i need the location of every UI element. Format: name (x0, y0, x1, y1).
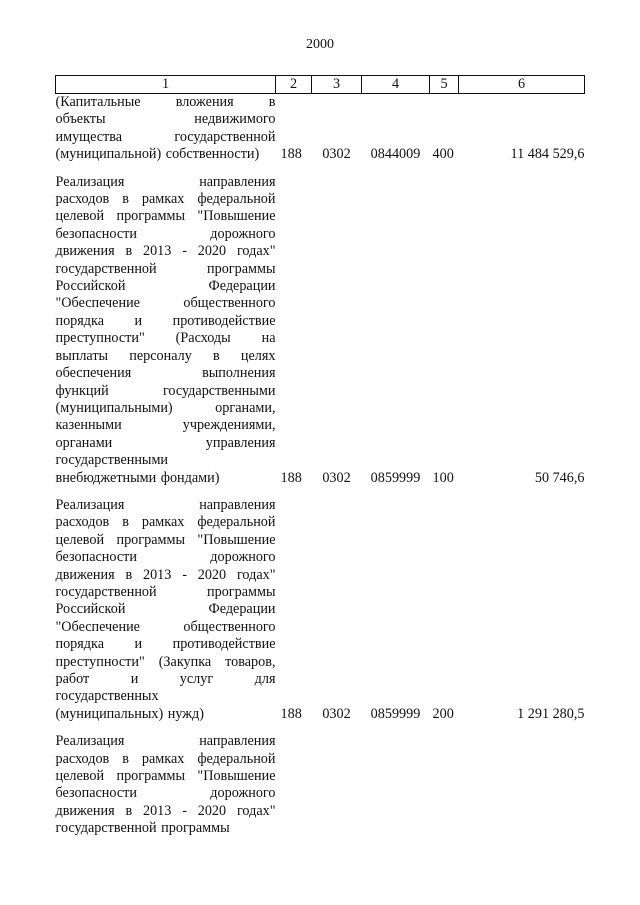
description-cell (56, 94, 276, 164)
description-line: порядка и противодействие (55, 312, 276, 329)
description-line: "Обеспечение общественного (55, 618, 276, 635)
page-number: 2000 (306, 37, 334, 52)
admin-code-cell (276, 733, 312, 837)
description-line: целевой программы "Повышение (55, 768, 276, 785)
description-line: порядка и противодействие (55, 636, 276, 653)
target-article-cell (362, 733, 430, 837)
amount-cell: 1 291 280,5 (517, 705, 585, 722)
description-line: Российской Федерации (55, 601, 276, 618)
description-line: объекты недвижимого (55, 111, 276, 128)
description-line: казенными учреждениями, (55, 417, 276, 434)
admin-code-cell: 188 (280, 705, 302, 722)
description-line: органами управления (55, 434, 276, 451)
row-spacer (56, 164, 585, 174)
description-line: целевой программы "Повышение (55, 531, 276, 548)
description-line: функций государственными (55, 382, 276, 399)
spacer-cell (56, 723, 585, 733)
description-line: преступности" (Расходы на (55, 330, 276, 347)
table-row (56, 733, 585, 837)
description-line: имущества государственной (55, 128, 276, 145)
admin-code-cell: 188 (280, 469, 302, 486)
target-article-cell: 0844009 (370, 146, 421, 163)
description-line: безопасности дорожного (55, 225, 276, 242)
expense-type-cell (430, 733, 459, 837)
section-code-cell: 0302 (322, 469, 351, 486)
description-line: государственными (55, 452, 169, 469)
description-line: Реализация направления (55, 496, 276, 513)
table-row (56, 174, 585, 487)
admin-code-cell: 188 (280, 146, 302, 163)
description-line: государственной программы (55, 583, 276, 600)
description-line: движения в 2013 - 2020 годах" (55, 566, 276, 583)
table-body (56, 94, 585, 838)
spacer-cell (56, 487, 585, 497)
description-line: расходов в рамках федеральной (55, 514, 276, 531)
spacer-cell (56, 164, 585, 174)
amount-cell: 11 484 529,6 (510, 146, 585, 163)
description-line: расходов в рамках федеральной (55, 750, 276, 767)
description-line: (муниципальных) нужд) (55, 705, 204, 722)
section-code-cell: 0302 (322, 705, 351, 722)
description-line: государственных (55, 688, 159, 705)
description-line: "Обеспечение общественного (55, 295, 276, 312)
description-line: Реализация направления (55, 733, 276, 750)
description-line: (муниципальными) органами, (55, 399, 276, 416)
description-line: безопасности дорожного (55, 785, 276, 802)
description-line: Российской Федерации (55, 278, 276, 295)
expense-type-cell: 400 (432, 146, 454, 163)
section-code-cell: 0302 (322, 146, 351, 163)
description-line: безопасности дорожного (55, 549, 276, 566)
expense-type-cell: 100 (432, 469, 454, 486)
description-line: расходов в рамках федеральной (55, 191, 276, 208)
column-header-6: 6 (459, 76, 585, 94)
target-article-cell: 0859999 (370, 469, 421, 486)
target-article-cell: 0859999 (370, 705, 421, 722)
amount-cell (459, 733, 585, 837)
budget-table (55, 75, 585, 838)
amount-cell: 50 746,6 (534, 469, 585, 486)
description-line: движения в 2013 - 2020 годах" (55, 802, 276, 819)
section-code-cell (312, 733, 362, 837)
description-line: движения в 2013 - 2020 годах" (55, 243, 276, 260)
description-line: государственной программы (55, 820, 230, 837)
row-spacer (56, 487, 585, 497)
column-header-3: 3 (312, 76, 362, 94)
description-line: государственной программы (55, 260, 276, 277)
description-cell (56, 733, 276, 837)
expense-type-cell: 200 (432, 705, 454, 722)
description-cell (56, 174, 276, 487)
column-header-2: 2 (276, 76, 312, 94)
description-line: выплаты персоналу в целях (55, 347, 276, 364)
description-line: (муниципальной) собственности) (55, 146, 260, 163)
description-line: работ и услуг для (55, 671, 276, 687)
table-row (56, 497, 585, 723)
table-row (56, 94, 585, 164)
column-header-4: 4 (362, 76, 430, 94)
description-line: (Капитальные вложения в (55, 94, 276, 110)
row-spacer (56, 723, 585, 733)
column-header-5: 5 (430, 76, 459, 94)
column-header-1: 1 (56, 76, 276, 94)
header-row (56, 76, 585, 94)
description-cell (56, 497, 276, 723)
description-line: целевой программы "Повышение (55, 208, 276, 225)
description-line: обеспечения выполнения (55, 365, 276, 382)
description-line: Реализация направления (55, 173, 276, 190)
description-line: преступности" (Закупка товаров, (55, 653, 276, 670)
description-line: внебюджетными фондами) (55, 469, 220, 486)
